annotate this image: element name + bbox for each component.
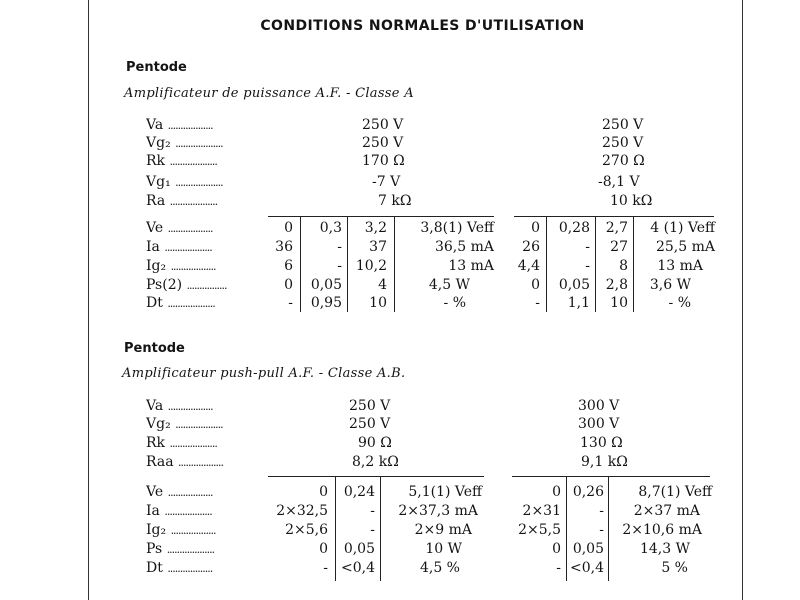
table-cell: 4 (1) Veff bbox=[650, 220, 715, 236]
table-row bbox=[0, 484, 800, 504]
param-row bbox=[0, 135, 800, 155]
row-label: Ig₂ bbox=[146, 258, 167, 274]
table-cell: 10 W bbox=[425, 541, 462, 557]
table-cell: 37 bbox=[369, 239, 387, 255]
table-row bbox=[0, 220, 800, 240]
table-cell: 2×32,5 bbox=[276, 503, 328, 519]
table-cell: 4,4 bbox=[517, 258, 540, 274]
leader-dots: ................... bbox=[169, 437, 217, 450]
table-cell: 0,3 bbox=[319, 220, 342, 236]
table-row bbox=[0, 277, 800, 297]
table-cell: 0,05 bbox=[310, 277, 342, 293]
table-cell: 2×5,5 bbox=[518, 522, 561, 538]
leader-dots: .................. bbox=[170, 260, 216, 273]
table-cell: 36 bbox=[275, 239, 293, 255]
table-cell: - % bbox=[668, 295, 691, 311]
table-cell: 26 bbox=[522, 239, 540, 255]
table-cell: 2,7 bbox=[605, 220, 628, 236]
param-value-left: 8,2 kΩ bbox=[352, 454, 399, 470]
param-value-right: 130 Ω bbox=[580, 435, 623, 451]
leader-dots: .................. bbox=[167, 119, 213, 132]
row-label: Ps bbox=[146, 541, 163, 557]
table-row bbox=[0, 541, 800, 561]
table-cell: 3,8(1) Veff bbox=[420, 220, 494, 236]
param-label: Ra bbox=[146, 193, 166, 209]
table-cell: - bbox=[585, 239, 590, 255]
leader-dots: ................... bbox=[167, 297, 215, 310]
table-cell: 14,3 W bbox=[639, 541, 690, 557]
row-label: Ia bbox=[146, 239, 160, 255]
leader-dots: ................... bbox=[175, 418, 223, 431]
table-cell: - bbox=[599, 503, 604, 519]
table-cell: 8,7(1) Veff bbox=[638, 484, 712, 500]
table-cell: 25,5 mA bbox=[655, 239, 715, 255]
table-cell: - bbox=[535, 295, 540, 311]
row-label: Ig₂ bbox=[146, 522, 167, 538]
param-row bbox=[0, 398, 800, 418]
table-cell: 13 mA bbox=[448, 258, 494, 274]
param-label: Va bbox=[146, 398, 164, 414]
table-rule bbox=[512, 476, 710, 477]
param-value-right: -8,1 V bbox=[598, 174, 640, 190]
table-cell: 0,95 bbox=[310, 295, 342, 311]
table-cell: 2,8 bbox=[605, 277, 628, 293]
leader-dots: ................... bbox=[175, 176, 223, 189]
param-value-left: 170 Ω bbox=[362, 153, 405, 169]
leader-dots: .................. bbox=[167, 400, 213, 413]
param-value-right: 270 Ω bbox=[602, 153, 645, 169]
table-cell: 0 bbox=[319, 541, 328, 557]
table-rule bbox=[268, 476, 484, 477]
section1-heading: Pentode bbox=[126, 60, 187, 75]
table-cell: 4,5 W bbox=[428, 277, 470, 293]
leader-dots: .................. bbox=[167, 486, 213, 499]
table-cell: 2×5,6 bbox=[285, 522, 328, 538]
table-cell: 0 bbox=[531, 220, 540, 236]
table-rule bbox=[268, 216, 494, 217]
param-row bbox=[0, 193, 800, 213]
table-cell: 10,2 bbox=[355, 258, 387, 274]
table-cell: 13 mA bbox=[657, 258, 703, 274]
table-cell: - % bbox=[443, 295, 466, 311]
param-value-left: 250 V bbox=[349, 398, 391, 414]
leader-dots: ................... bbox=[175, 137, 223, 150]
table-cell: 6 bbox=[284, 258, 293, 274]
table-cell: - bbox=[288, 295, 293, 311]
param-row bbox=[0, 153, 800, 173]
table-cell: 0,05 bbox=[558, 277, 590, 293]
table-cell: 4 bbox=[378, 277, 387, 293]
param-row bbox=[0, 117, 800, 137]
leader-dots: ................... bbox=[164, 241, 212, 254]
table-row bbox=[0, 560, 800, 580]
table-cell: - bbox=[323, 560, 328, 576]
param-label: Vg₂ bbox=[146, 416, 171, 432]
table-cell: 1,1 bbox=[567, 295, 590, 311]
table-cell: 2×37,3 mA bbox=[398, 503, 478, 519]
param-value-right: 9,1 kΩ bbox=[581, 454, 628, 470]
param-value-left: 7 kΩ bbox=[378, 193, 412, 209]
table-cell: 2×10,6 mA bbox=[622, 522, 702, 538]
table-cell: 5 % bbox=[661, 560, 688, 576]
param-row bbox=[0, 435, 800, 455]
table-cell: 0,24 bbox=[343, 484, 375, 500]
row-label: Ve bbox=[146, 484, 164, 500]
table-cell: 36,5 mA bbox=[434, 239, 494, 255]
param-label: Vg₁ bbox=[146, 174, 171, 190]
param-label: Rk bbox=[146, 153, 166, 169]
param-label: Rk bbox=[146, 435, 166, 451]
table-cell: 10 bbox=[369, 295, 387, 311]
param-label: Vg₂ bbox=[146, 135, 171, 151]
param-value-right: 300 V bbox=[578, 398, 620, 414]
table-cell: 8 bbox=[619, 258, 628, 274]
param-value-right: 300 V bbox=[578, 416, 620, 432]
param-value-left: 90 Ω bbox=[358, 435, 392, 451]
row-label: Ia bbox=[146, 503, 160, 519]
param-label: Va bbox=[146, 117, 164, 133]
leader-dots: .................. bbox=[167, 222, 213, 235]
table-rule bbox=[514, 216, 714, 217]
leader-dots: .................. bbox=[167, 562, 213, 575]
table-row bbox=[0, 239, 800, 259]
leader-dots: .................. bbox=[178, 456, 223, 469]
table-cell: 4,5 % bbox=[419, 560, 460, 576]
table-cell: 0 bbox=[284, 277, 293, 293]
row-label: Ps(2) bbox=[146, 277, 183, 293]
table-cell: 0,28 bbox=[558, 220, 590, 236]
table-row bbox=[0, 258, 800, 278]
table-cell: 0,05 bbox=[572, 541, 604, 557]
param-value-left: 250 V bbox=[349, 416, 391, 432]
page-title: CONDITIONS NORMALES D'UTILISATION bbox=[260, 18, 585, 34]
param-value-right: 10 kΩ bbox=[610, 193, 653, 209]
param-value-right: 250 V bbox=[602, 135, 644, 151]
row-label: Ve bbox=[146, 220, 164, 236]
table-cell: 0 bbox=[319, 484, 328, 500]
table-cell: 0,05 bbox=[343, 541, 375, 557]
section2-subtitle: Amplificateur push-pull A.F. - Classe A.B. bbox=[122, 366, 406, 381]
leader-dots: ................ bbox=[186, 279, 227, 292]
table-cell: 27 bbox=[610, 239, 628, 255]
table-cell: - bbox=[337, 258, 342, 274]
table-cell: 0 bbox=[531, 277, 540, 293]
table-cell: - bbox=[370, 503, 375, 519]
table-cell: 0,26 bbox=[572, 484, 604, 500]
row-label: Dt bbox=[146, 560, 163, 576]
table-row bbox=[0, 503, 800, 523]
table-cell: <0,4 bbox=[570, 560, 604, 576]
table-cell: 2×9 mA bbox=[414, 522, 472, 538]
table-cell: 3,6 W bbox=[649, 277, 691, 293]
param-row bbox=[0, 174, 800, 194]
leader-dots: ................... bbox=[164, 505, 212, 518]
table-cell: - bbox=[585, 258, 590, 274]
leader-dots: ................... bbox=[166, 543, 215, 556]
param-row bbox=[0, 454, 800, 474]
table-cell: 0 bbox=[552, 484, 561, 500]
section2-heading: Pentode bbox=[124, 341, 185, 356]
param-label: Raa bbox=[146, 454, 174, 470]
table-cell: 2×31 bbox=[522, 503, 561, 519]
row-label: Dt bbox=[146, 295, 163, 311]
param-value-left: 250 V bbox=[362, 135, 404, 151]
table-cell: - bbox=[337, 239, 342, 255]
table-cell: - bbox=[370, 522, 375, 538]
table-cell: 0 bbox=[552, 541, 561, 557]
table-row bbox=[0, 295, 800, 315]
param-value-left: 250 V bbox=[362, 117, 404, 133]
table-cell: - bbox=[556, 560, 561, 576]
param-value-left: -7 V bbox=[372, 174, 401, 190]
table-cell: 0 bbox=[284, 220, 293, 236]
leader-dots: ................... bbox=[169, 155, 217, 168]
table-cell: 2×37 mA bbox=[633, 503, 700, 519]
table-cell: 10 bbox=[610, 295, 628, 311]
table-cell: 5,1(1) Veff bbox=[408, 484, 482, 500]
param-value-right: 250 V bbox=[602, 117, 644, 133]
table-cell: <0,4 bbox=[341, 560, 375, 576]
table-row bbox=[0, 522, 800, 542]
table-cell: 3,2 bbox=[364, 220, 387, 236]
leader-dots: ................... bbox=[169, 195, 218, 208]
section1-subtitle: Amplificateur de puissance A.F. - Classe A bbox=[124, 86, 414, 101]
leader-dots: .................. bbox=[170, 524, 216, 537]
param-row bbox=[0, 416, 800, 436]
table-cell: - bbox=[599, 522, 604, 538]
